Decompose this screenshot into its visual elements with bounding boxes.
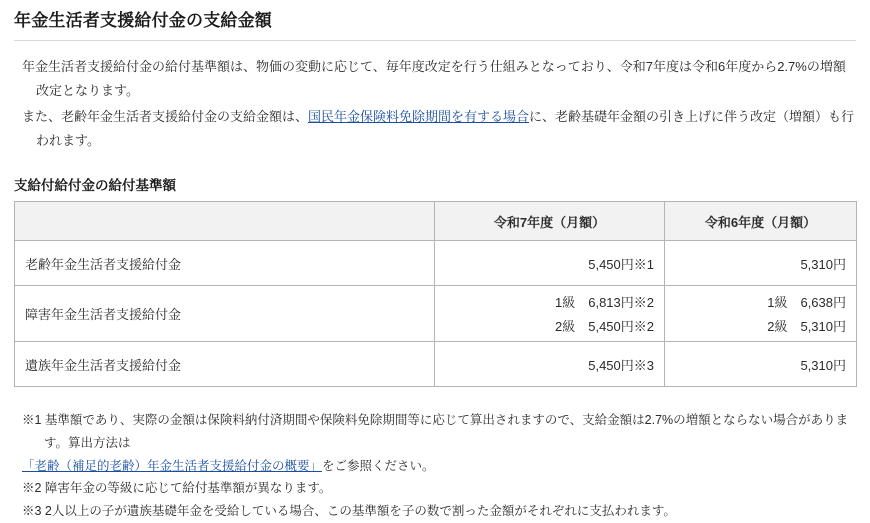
intro-paragraph-1-text: 年金生活者支援給付金の給付基準額は、物価の変動に応じて、毎年度改定を行う仕組みとなっており、令和7年度は令和6年度から2.7%の増額改定となります。: [22, 59, 846, 99]
row-label-survivor: 遺族年金生活者支援給付金: [15, 342, 435, 387]
table-row: [15, 241, 857, 286]
table-header-year7: 令和7年度（月額）: [435, 202, 665, 241]
table-row: [15, 342, 857, 387]
page-title: 年金生活者支援給付金の支給金額: [14, 11, 272, 30]
cell-old-age-year6-line1: 5,310円: [800, 256, 846, 272]
cell-old-age-year7: [435, 241, 665, 286]
footnote-1: [22, 409, 856, 455]
cell-old-age-year6: [665, 241, 857, 286]
cell-disability-year6: [665, 286, 857, 342]
intro-paragraph-2-after: に、老齢基礎年金額の引き上げに伴う改定（増額）も行われます。: [36, 109, 855, 149]
table-header-year6: 令和6年度（月額）: [665, 202, 857, 241]
cell-disability-year7: [435, 286, 665, 342]
intro-paragraph-2-before: また、老齢年金生活者支援給付金の支給金額は、: [22, 109, 309, 125]
section-heading: 支給付給付金の給付基準額: [14, 178, 176, 194]
cell-survivor-year6: [665, 342, 857, 387]
cell-survivor-year7-line1: 5,450円※3: [588, 357, 654, 373]
document-page: [0, 6, 870, 519]
table-row: [15, 286, 857, 342]
table-header-row: [15, 202, 857, 241]
intro-paragraph-2: [22, 105, 856, 153]
cell-survivor-year6-line1: 5,310円: [800, 357, 846, 373]
old-age-overview-link[interactable]: 「老齢（補足的老齢）年金生活者支援給付金の概要」: [22, 458, 323, 473]
benefit-amount-table: [14, 201, 857, 387]
intro-paragraph-1: [22, 55, 856, 103]
footnotes: [22, 409, 856, 523]
intro-paragraph-2-text: [22, 105, 856, 153]
title-divider: [14, 40, 856, 41]
footnote-2: ※2 障害年金の等級に応じて給付基準額が異なります。: [22, 481, 332, 496]
cell-survivor-year7: [435, 342, 665, 387]
exemption-period-link[interactable]: 国民年金保険料免除期間を有する場合: [308, 109, 530, 125]
intro-text: [22, 55, 856, 153]
footnote-1-cont: [22, 455, 856, 478]
row-label-disability: 障害年金生活者支援給付金: [15, 286, 435, 342]
cell-disability-year7-line1: 1級 6,813円※2: [555, 295, 654, 311]
cell-disability-year7-line2: 2級 5,450円※2: [555, 319, 654, 335]
row-label-old-age: 老齢年金生活者支援給付金: [15, 241, 435, 286]
cell-old-age-year7-line1: 5,450円※1: [588, 256, 654, 272]
table-header-blank: [15, 202, 435, 241]
cell-disability-year6-line2: 2級 5,310円: [767, 319, 846, 335]
footnote-1-after: をご参照ください。: [322, 458, 435, 473]
footnote-3: ※3 2人以上の子が遺族基礎年金を受給している場合、この基準額を子の数で割った金額がそれぞれに支払われます。: [22, 504, 676, 519]
footnote-1-before: ※1 基準額であり、実際の金額は保険料納付済期間や保険料免除期間等に応じて算出されますので、支給金額は2.7%の増額とならない場合があります。算出方法は: [22, 413, 849, 450]
cell-disability-year6-line1: 1級 6,638円: [767, 295, 846, 311]
